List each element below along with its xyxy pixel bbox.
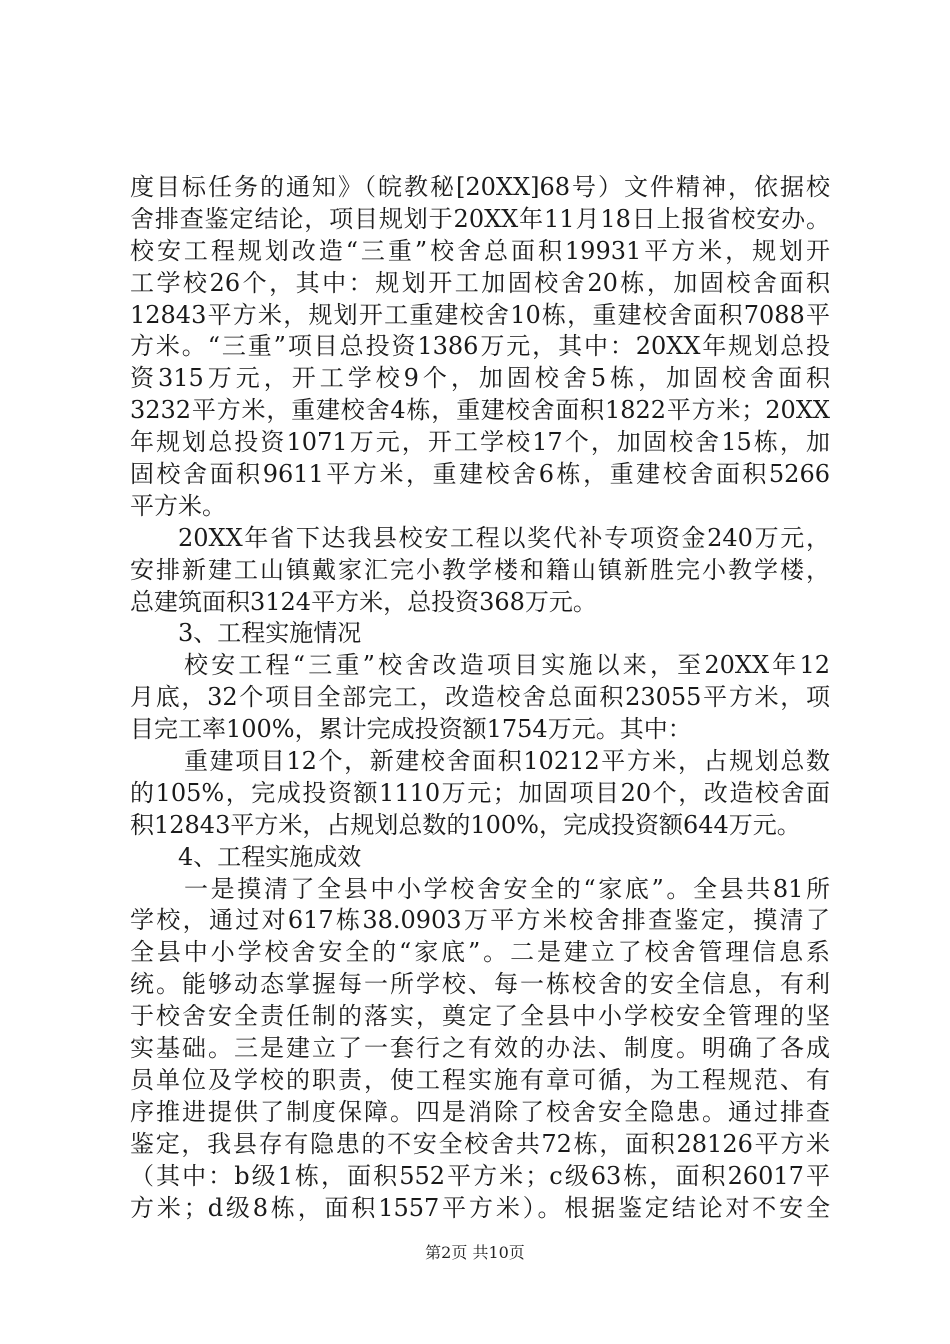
- text-line: 工学校26个，其中：规划开工加固校舍20栋，加固校舍面积: [130, 268, 830, 297]
- text-line: 校安工程“三重”校舍改造项目实施以来，至20XX年12: [184, 651, 830, 680]
- text-line: 12843平方米，规划开工重建校舍10栋，重建校舍面积7088平: [130, 300, 830, 329]
- text-line: 年规划总投资1071万元，开工学校17个，加固校舍15栋，加: [130, 428, 830, 457]
- text-line: 月底，32个项目全部完工，改造校舍总面积23055平方米，项: [130, 683, 830, 712]
- text-line: 积12843平方米，占规划总数的100%，完成投资额644万元。: [130, 810, 801, 839]
- text-line: 序推进提供了制度保障。四是消除了校舍安全隐患。通过排查: [130, 1097, 830, 1126]
- text-line: 员单位及学校的职责，使工程实施有章可循，为工程规范、有: [130, 1065, 830, 1094]
- text-line: 实基础。三是建立了一套行之有效的办法、制度。明确了各成: [130, 1034, 830, 1063]
- body-text: [130, 172, 830, 1224]
- text-line: 3232平方米，重建校舍4栋，重建校舍面积1822平方米；20XX: [130, 396, 830, 425]
- page-number-footer: 第2页 共10页: [425, 1243, 525, 1262]
- text-line: 校安工程规划改造“三重”校舍总面积19931平方米，规划开: [130, 236, 830, 265]
- text-line: 方米；d级8栋，面积1557平方米）。根据鉴定结论对不安全: [130, 1193, 830, 1222]
- section-heading: 4、工程实施成效: [178, 842, 362, 871]
- text-line: 鉴定，我县存有隐患的不安全校舍共72栋，面积28126平方米: [130, 1129, 830, 1158]
- section-heading: 3、工程实施情况: [178, 619, 362, 648]
- text-line: （其中：b级1栋，面积552平方米；c级63栋，面积26017平: [130, 1161, 830, 1190]
- text-line: 统。能够动态掌握每一所学校、每一栋校舍的安全信息，有利: [130, 970, 830, 999]
- text-line: 固校舍面积9611平方米，重建校舍6栋，重建校舍面积5266: [130, 460, 830, 489]
- text-line: 全县中小学校舍安全的“家底”。二是建立了校舍管理信息系: [130, 938, 830, 967]
- text-line: 目完工率100%，累计完成投资额1754万元。其中：: [130, 715, 692, 744]
- text-line: 资315万元，开工学校9个，加固校舍5栋，加固校舍面积: [130, 364, 830, 393]
- text-line: 学校，通过对617栋38.0903万平方米校舍排查鉴定，摸清了: [130, 906, 830, 935]
- text-line: 的105%，完成投资额1110万元；加固项目20个，改造校舍面: [130, 778, 830, 807]
- text-line: 重建项目12个，新建校舍面积10212平方米，占规划总数: [184, 747, 830, 776]
- text-line: 舍排查鉴定结论，项目规划于20XX年11月18日上报省校安办。: [130, 204, 830, 233]
- text-line: 总建筑面积3124平方米，总投资368万元。: [130, 587, 597, 616]
- text-line: 一是摸清了全县中小学校舍安全的“家底”。全县共81所: [184, 874, 830, 903]
- text-line: 安排新建工山镇戴家汇完小教学楼和籍山镇新胜完小教学楼，: [130, 555, 830, 584]
- text-line: 于校舍安全责任制的落实，奠定了全县中小学校安全管理的坚: [130, 1002, 830, 1031]
- text-line: 平方米。: [130, 491, 226, 520]
- text-line: 20XX年省下达我县校安工程以奖代补专项资金240万元，: [178, 523, 830, 552]
- text-line: 度目标任务的通知》（皖教秘[20XX]68号）文件精神，依据校: [130, 173, 830, 201]
- text-line: 方米。“三重”项目总投资1386万元，其中：20XX年规划总投: [130, 332, 830, 361]
